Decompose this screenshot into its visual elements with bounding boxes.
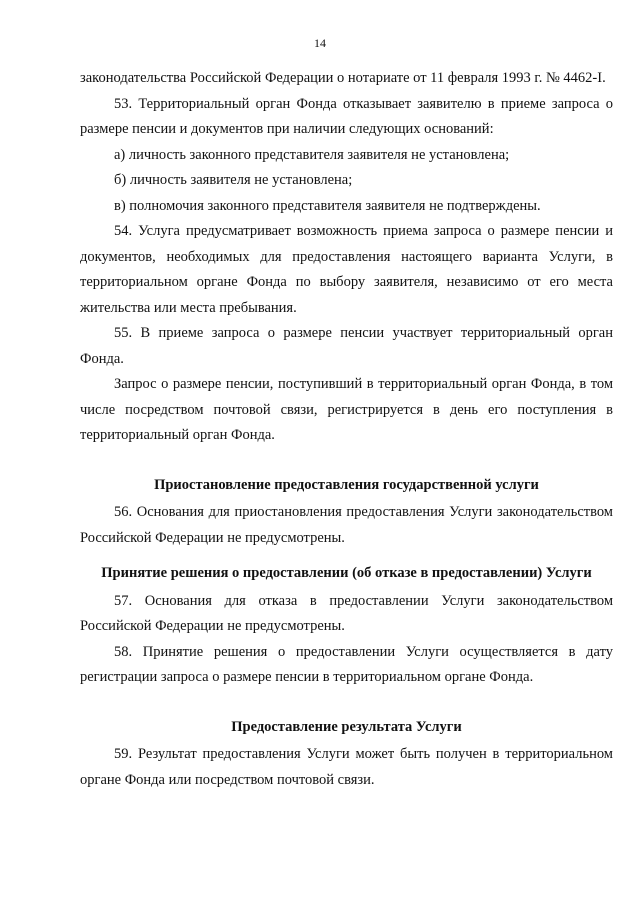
list-item-b: б) личность заявителя не установлена; — [114, 172, 353, 188]
heading-decision: Принятие решения о предоставлении (об отказе в предоставлении) Услуги — [101, 565, 592, 581]
paragraph-58: 58. Принятие решения о предоставлении Услуги осуществляется в дату регистрации запроса о размере пенсии в территориальном органе Фонда. — [80, 643, 613, 685]
paragraph-59: 59. Результат предоставления Услуги может быть получен в территориальном органе Фонда или посредством почтовой связи. — [80, 746, 613, 788]
heading-suspension: Приостановление предоставления государственной услуги — [154, 476, 539, 493]
heading-result: Предоставление результата Услуги — [231, 718, 462, 735]
paragraph-54: 54. Услуга предусматривает возможность приема запроса о размере пенсии и документов, необходимых для предоставления настоящего варианта Услуги, в территориальном органе Фонда по выбору заявителя, независимо от его места жительства или места пребывания. — [80, 223, 613, 316]
paragraph-continuation: законодательства Российской Федерации о нотариате от 11 февраля 1993 г. № 4462-I. — [80, 70, 606, 86]
paragraph-55: 55. В приеме запроса о размере пенсии участвует территориальный орган Фонда. — [80, 325, 613, 367]
paragraph-request: Запрос о размере пенсии, поступивший в территориальный орган Фонда, в том числе посредством почтовой связи, регистрируется в день его поступления в территориальный орган Фонда. — [80, 376, 613, 443]
list-item-v: в) полномочия законного представителя заявителя не подтверждены. — [114, 197, 541, 214]
document-body — [80, 66, 613, 793]
page-number: 14 — [314, 36, 326, 50]
paragraph-53: 53. Территориальный орган Фонда отказывает заявителю в приеме запроса о размере пенсии и документов при наличии следующих оснований: — [80, 95, 613, 137]
list-item-a: а) личность законного представителя заявителя не установлена; — [114, 146, 510, 163]
paragraph-56: 56. Основания для приостановления предоставления Услуги законодательством Российской Федерации не предусмотрены. — [80, 504, 613, 546]
paragraph-57: 57. Основания для отказа в предоставлении Услуги законодательством Российской Федерации не предусмотрены. — [80, 592, 613, 634]
